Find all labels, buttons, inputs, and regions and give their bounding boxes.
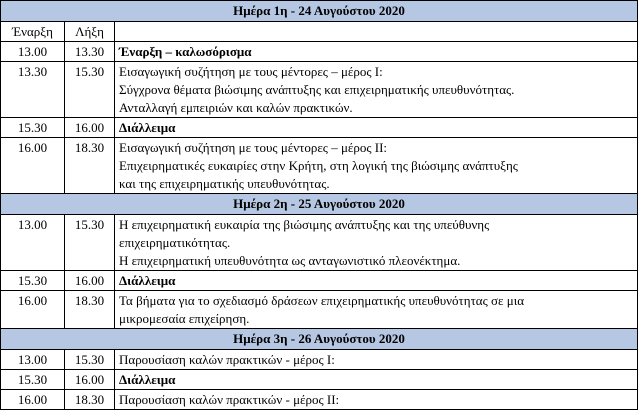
day-title: Ημέρα 3η - 26 Αυγούστου 2020 [1,329,638,350]
session-line: Τα βήματα για το σχεδιασμό δράσεων επιχειρηματικής υπευθυνότητας σε μια [119,293,525,308]
session-description [115,350,638,370]
session-start-time: 15.30 [1,370,65,390]
session-line: Εισαγωγική συζήτηση με τους μέντορες – μέρος Ι: [119,64,383,79]
session-description [115,291,638,329]
session-end-time: 15.30 [65,62,115,118]
session-line: επιχειρηματικότητας. [119,235,231,250]
column-header-start: Έναρξη [1,22,65,42]
session-line: Η επιχειρηματική ευκαιρία της βιώσιμης ανάπτυξης και της υπεύθυνης [119,217,490,232]
session-description [115,215,638,271]
session-line: Παρουσίαση καλών πρακτικών - μέρος Ι: [119,352,335,367]
session-start-time: 16.00 [1,390,65,410]
column-header-description [115,22,638,42]
session-end-time: 18.30 [65,138,115,194]
session-line: Η επιχειρηματική υπευθυνότητα ως ανταγωνιστικό πλεονέκτημα. [119,253,461,268]
session-start-time: 16.00 [1,291,65,329]
session-description [115,370,638,390]
break-row [1,370,638,390]
session-line: Εισαγωγική συζήτηση με τους μέντορες – μέρος ΙΙ: [119,140,388,155]
session-description [115,390,638,410]
session-line: Παρουσίαση καλών πρακτικών - μέρος ΙΙ: [119,392,340,407]
break-row [1,271,638,291]
session-end-time: 18.30 [65,390,115,410]
break-row [1,118,638,138]
column-header-row [1,22,638,42]
session-end-time: 15.30 [65,215,115,271]
session-start-time: 13.00 [1,350,65,370]
day-header-row [1,194,638,215]
session-start-time: 13.30 [1,62,65,118]
session-start-time: 13.00 [1,42,65,62]
session-line: μικρομεσαία επιχείρηση. [119,311,250,326]
session-row [1,291,638,329]
session-line: Ανταλλαγή εμπειριών και καλών πρακτικών. [119,100,353,115]
session-row [1,215,638,271]
session-end-time: 16.00 [65,118,115,138]
session-description [115,118,638,138]
session-start-time: 15.30 [1,271,65,291]
session-end-time: 16.00 [65,271,115,291]
session-row [1,138,638,194]
day-title: Ημέρα 1η - 24 Αυγούστου 2020 [1,1,638,22]
session-row [1,42,638,62]
day-header-row [1,1,638,22]
session-start-time: 15.30 [1,118,65,138]
session-start-time: 16.00 [1,138,65,194]
session-line: Σύγχρονα θέματα βιώσιμης ανάπτυξης και επιχειρηματικής υπευθυνότητας. [119,82,515,97]
session-description [115,62,638,118]
session-line: Επιχειρηματικές ευκαιρίες στην Κρήτη, στη λογική της βιώσιμης ανάπτυξης [119,158,518,173]
session-end-time: 13.30 [65,42,115,62]
session-description [115,138,638,194]
session-start-time: 13.00 [1,215,65,271]
session-line: Διάλλειμα [119,273,176,288]
schedule-body [1,1,638,410]
session-line: Έναρξη – καλωσόρισμα [119,44,252,59]
session-end-time: 16.00 [65,370,115,390]
session-description [115,42,638,62]
session-line: Διάλλειμα [119,120,176,135]
day-title: Ημέρα 2η - 25 Αυγούστου 2020 [1,194,638,215]
column-header-end: Λήξη [65,22,115,42]
session-line: Διάλλειμα [119,372,176,387]
session-description [115,271,638,291]
session-row [1,390,638,410]
session-row [1,350,638,370]
session-row [1,62,638,118]
session-line: και της επιχειρηματικής υπευθυνότητας. [119,176,330,191]
day-header-row [1,329,638,350]
session-end-time: 18.30 [65,291,115,329]
session-end-time: 15.30 [65,350,115,370]
